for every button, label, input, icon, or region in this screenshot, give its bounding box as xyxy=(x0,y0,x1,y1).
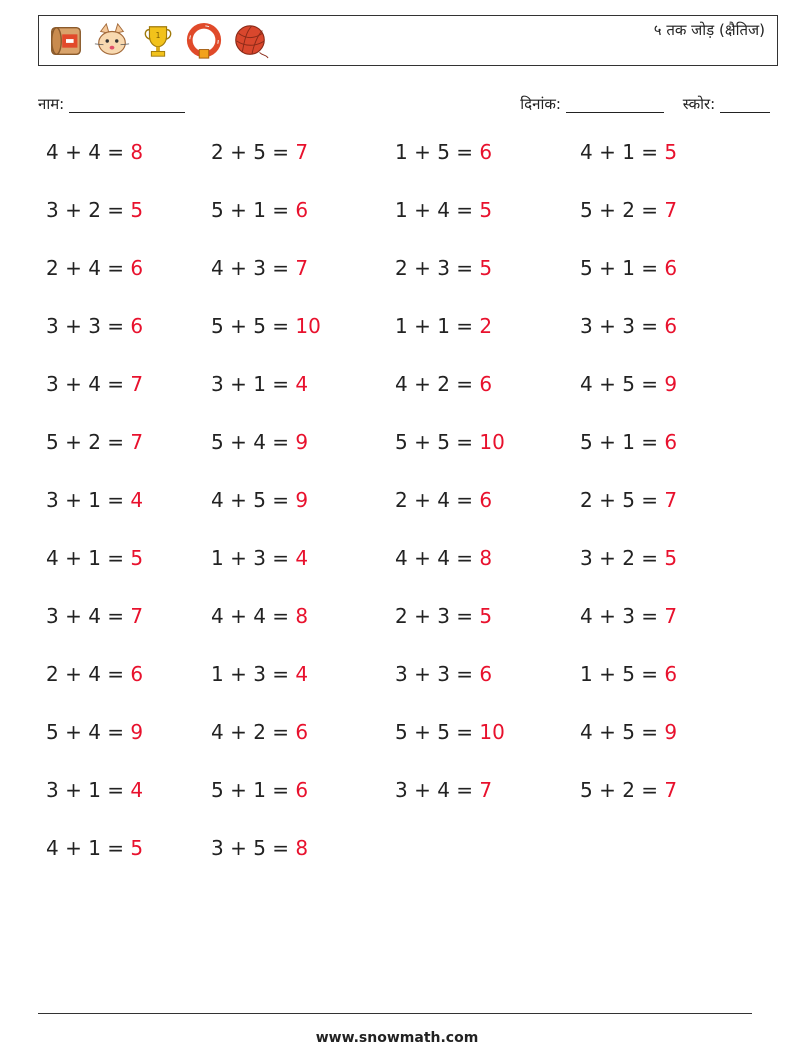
problem-question: 1 + 3 = xyxy=(211,662,296,686)
problem xyxy=(211,198,308,222)
drum-icon xyxy=(47,22,85,60)
problem-question: 4 + 5 = xyxy=(580,720,665,744)
problem-question: 3 + 1 = xyxy=(46,488,131,512)
problem-answer: 6 xyxy=(479,140,493,164)
problem-answer: 6 xyxy=(664,430,678,454)
problem-question: 4 + 3 = xyxy=(580,604,665,628)
problem xyxy=(46,314,143,338)
problem-answer: 9 xyxy=(664,720,678,744)
problem-answer: 5 xyxy=(664,546,678,570)
problem xyxy=(46,256,143,280)
problem xyxy=(46,604,143,628)
problem-answer: 2 xyxy=(479,314,493,338)
problem-answer: 6 xyxy=(664,314,678,338)
problem xyxy=(46,430,143,454)
problem-answer: 5 xyxy=(130,546,144,570)
date-score-fields xyxy=(520,94,770,114)
problem-answer: 7 xyxy=(130,372,144,396)
problem xyxy=(211,778,308,802)
problem xyxy=(395,256,492,280)
problem-answer: 10 xyxy=(479,430,505,454)
problem-answer: 4 xyxy=(295,372,309,396)
problem-answer: 6 xyxy=(664,256,678,280)
problem-answer: 4 xyxy=(295,662,309,686)
problem xyxy=(580,372,677,396)
problem-answer: 7 xyxy=(664,604,678,628)
problem xyxy=(580,256,677,280)
problem-question: 3 + 2 = xyxy=(580,546,665,570)
problem xyxy=(211,546,308,570)
problem-question: 3 + 3 = xyxy=(395,662,480,686)
problem-question: 3 + 1 = xyxy=(211,372,296,396)
worksheet-header xyxy=(38,15,778,66)
name-blank[interactable] xyxy=(69,96,185,113)
problem xyxy=(395,198,492,222)
problem-answer: 4 xyxy=(130,488,144,512)
problem-question: 5 + 4 = xyxy=(211,430,296,454)
problem xyxy=(211,430,308,454)
problem xyxy=(211,140,308,164)
problem-question: 5 + 4 = xyxy=(46,720,131,744)
problem-question: 4 + 3 = xyxy=(211,256,296,280)
problem-question: 5 + 2 = xyxy=(580,198,665,222)
problem-question: 5 + 5 = xyxy=(395,430,480,454)
problem xyxy=(211,256,308,280)
date-label: दिनांक: xyxy=(520,95,561,113)
problem xyxy=(211,662,308,686)
problem-answer: 10 xyxy=(295,314,321,338)
problem-question: 4 + 1 = xyxy=(46,836,131,860)
problem-answer: 5 xyxy=(130,836,144,860)
problem xyxy=(580,720,677,744)
problem-answer: 5 xyxy=(479,256,493,280)
problem xyxy=(46,778,143,802)
problem-question: 4 + 4 = xyxy=(395,546,480,570)
problem-question: 4 + 1 = xyxy=(580,140,665,164)
problem xyxy=(395,488,492,512)
problem-question: 4 + 2 = xyxy=(211,720,296,744)
problem-answer: 7 xyxy=(479,778,493,802)
problem-answer: 6 xyxy=(479,488,493,512)
cat-icon xyxy=(93,22,131,60)
problem-question: 3 + 4 = xyxy=(395,778,480,802)
problem xyxy=(580,662,677,686)
problem xyxy=(395,372,492,396)
problem-answer: 7 xyxy=(130,604,144,628)
yarn-ball-icon xyxy=(231,22,269,60)
problem xyxy=(46,662,143,686)
date-blank[interactable] xyxy=(566,96,664,113)
problem-answer: 5 xyxy=(130,198,144,222)
problem xyxy=(395,546,492,570)
problem xyxy=(211,488,308,512)
svg-text:1: 1 xyxy=(155,31,161,41)
problem xyxy=(211,372,308,396)
problem-answer: 8 xyxy=(130,140,144,164)
problem-question: 2 + 5 = xyxy=(580,488,665,512)
problem-answer: 9 xyxy=(664,372,678,396)
problem xyxy=(46,836,143,860)
problem-question: 4 + 5 = xyxy=(211,488,296,512)
problem-answer: 9 xyxy=(295,488,309,512)
problem-question: 1 + 3 = xyxy=(211,546,296,570)
lifebuoy-icon xyxy=(185,22,223,60)
problem-answer: 7 xyxy=(664,488,678,512)
problem-question: 2 + 3 = xyxy=(395,256,480,280)
problem-question: 4 + 5 = xyxy=(580,372,665,396)
problem xyxy=(395,662,492,686)
problem-question: 2 + 4 = xyxy=(46,662,131,686)
problem-answer: 7 xyxy=(295,256,309,280)
footer-url: www.snowmath.com xyxy=(315,1030,479,1046)
problem-question: 5 + 1 = xyxy=(580,256,665,280)
problem xyxy=(580,430,677,454)
problem-answer: 5 xyxy=(479,604,493,628)
problem-question: 2 + 5 = xyxy=(211,140,296,164)
problem xyxy=(211,314,321,338)
problem xyxy=(395,430,505,454)
problem-answer: 7 xyxy=(664,778,678,802)
problem-question: 3 + 3 = xyxy=(46,314,131,338)
problem-answer: 6 xyxy=(130,662,144,686)
problem xyxy=(211,836,308,860)
problem-answer: 5 xyxy=(664,140,678,164)
problem-question: 3 + 1 = xyxy=(46,778,131,802)
problem-question: 5 + 5 = xyxy=(395,720,480,744)
name-field xyxy=(38,94,185,114)
problem-answer: 8 xyxy=(295,836,309,860)
problem xyxy=(395,720,505,744)
problem xyxy=(46,140,143,164)
problem-question: 5 + 2 = xyxy=(46,430,131,454)
problem xyxy=(46,488,143,512)
problem-answer: 6 xyxy=(664,662,678,686)
problem-question: 5 + 5 = xyxy=(211,314,296,338)
problem xyxy=(46,372,143,396)
problem xyxy=(46,720,143,744)
problem-answer: 8 xyxy=(295,604,309,628)
problem-question: 1 + 1 = xyxy=(395,314,480,338)
problem-answer: 6 xyxy=(295,198,309,222)
problem-answer: 7 xyxy=(295,140,309,164)
problem-question: 5 + 2 = xyxy=(580,778,665,802)
problem-answer: 8 xyxy=(479,546,493,570)
score-blank[interactable] xyxy=(720,96,770,113)
problem-answer: 6 xyxy=(130,314,144,338)
problem-answer: 9 xyxy=(130,720,144,744)
problem-answer: 7 xyxy=(664,198,678,222)
problem-answer: 4 xyxy=(295,546,309,570)
problem-question: 4 + 1 = xyxy=(46,546,131,570)
problem-answer: 7 xyxy=(130,430,144,454)
problem-question: 1 + 5 = xyxy=(580,662,665,686)
problem-answer: 9 xyxy=(295,430,309,454)
problem-question: 3 + 4 = xyxy=(46,372,131,396)
footer-divider xyxy=(38,1013,752,1014)
problem xyxy=(580,488,677,512)
trophy-icon xyxy=(139,22,177,60)
problem xyxy=(211,604,308,628)
problem xyxy=(211,720,308,744)
header-icons xyxy=(47,20,269,62)
problem-question: 5 + 1 = xyxy=(211,778,296,802)
problem xyxy=(580,140,677,164)
problem-answer: 6 xyxy=(295,720,309,744)
problem xyxy=(580,314,677,338)
problem-answer: 6 xyxy=(295,778,309,802)
problem-answer: 4 xyxy=(130,778,144,802)
problem xyxy=(580,778,677,802)
problem-question: 3 + 5 = xyxy=(211,836,296,860)
problem-question: 4 + 4 = xyxy=(46,140,131,164)
problem xyxy=(580,604,677,628)
problem-question: 4 + 4 = xyxy=(211,604,296,628)
name-label: नाम: xyxy=(38,95,65,113)
problem-question: 2 + 4 = xyxy=(46,256,131,280)
problem-question: 1 + 4 = xyxy=(395,198,480,222)
problem-question: 2 + 4 = xyxy=(395,488,480,512)
problem-answer: 5 xyxy=(479,198,493,222)
problem xyxy=(46,198,143,222)
problem-question: 3 + 4 = xyxy=(46,604,131,628)
problem-question: 3 + 3 = xyxy=(580,314,665,338)
problem xyxy=(580,546,677,570)
problem-question: 3 + 2 = xyxy=(46,198,131,222)
problem-question: 5 + 1 = xyxy=(211,198,296,222)
problem xyxy=(46,546,143,570)
problem-answer: 10 xyxy=(479,720,505,744)
problem-question: 5 + 1 = xyxy=(580,430,665,454)
score-label: स्कोर: xyxy=(682,95,716,113)
problem-question: 2 + 3 = xyxy=(395,604,480,628)
problem xyxy=(395,140,492,164)
problem xyxy=(580,198,677,222)
worksheet-title: ५ तक जोड़ (क्षैतिज) xyxy=(653,21,765,39)
problem-answer: 6 xyxy=(130,256,144,280)
problem xyxy=(395,778,492,802)
problem-question: 4 + 2 = xyxy=(395,372,480,396)
problem-answer: 6 xyxy=(479,662,493,686)
problem-question: 1 + 5 = xyxy=(395,140,480,164)
problem-answer: 6 xyxy=(479,372,493,396)
problem xyxy=(395,314,492,338)
problem xyxy=(395,604,492,628)
